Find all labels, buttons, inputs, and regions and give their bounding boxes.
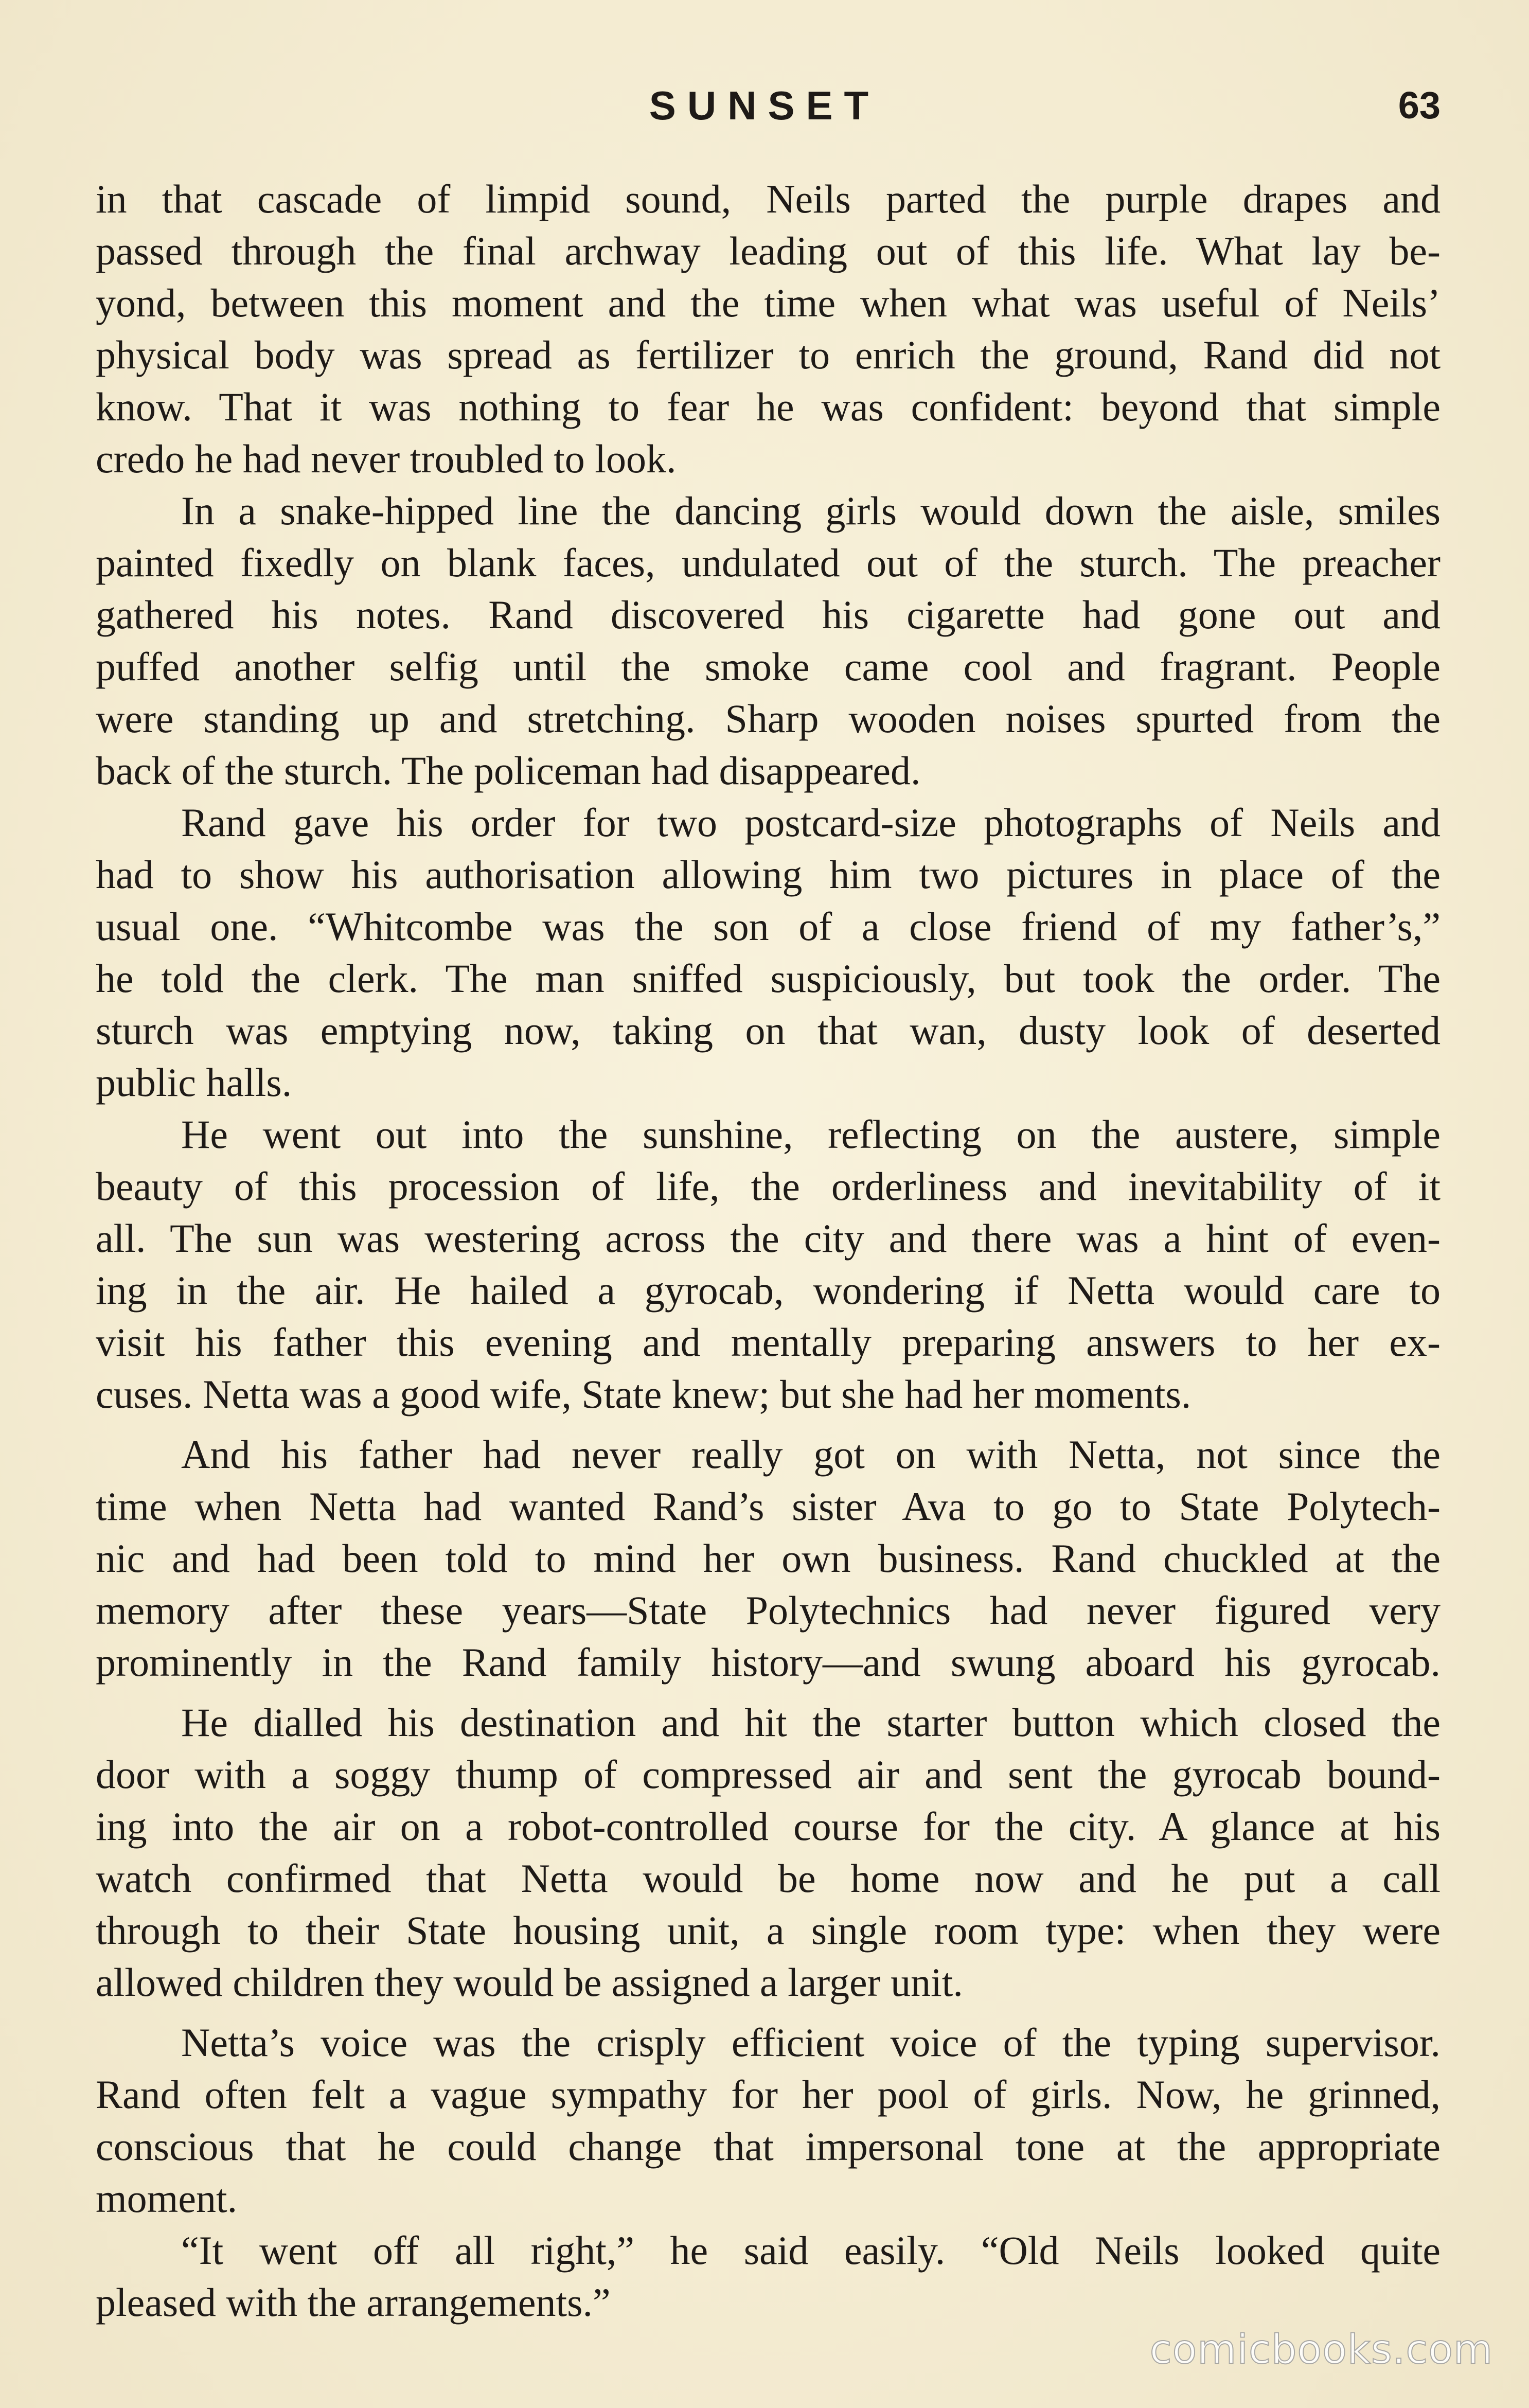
text-line: “It went off all right,” he said easily. “Old Neils looked quite — [181, 2228, 1441, 2273]
text-line: ing in the air. He hailed a gyrocab, wondering if Netta would care to — [96, 1268, 1441, 1313]
text-line: ing into the air on a robot-controlled course for the city. A glance at his — [96, 1804, 1441, 1849]
text-line: visit his father this evening and mentally preparing answers to her ex- — [96, 1320, 1441, 1365]
running-head — [0, 77, 1529, 134]
text-line: know. That it was nothing to fear he was confident: beyond that simple — [96, 384, 1441, 429]
paragraph — [96, 1428, 1441, 1688]
paragraph — [96, 1108, 1441, 1420]
text-line: He went out into the sunshine, reflecting on the austere, simple — [181, 1112, 1441, 1157]
text-line: moment. — [96, 2176, 238, 2221]
text-line: puffed another selfig until the smoke came cool and fragrant. People — [96, 644, 1441, 689]
text-line: In a snake-hipped line the dancing girls would down the aisle, smiles — [181, 488, 1441, 533]
paragraph — [96, 1696, 1441, 2008]
text-line: prominently in the Rand family history—and swung aboard his gyrocab. — [96, 1640, 1441, 1685]
text-line: He dialled his destination and hit the starter button which closed the — [181, 1700, 1441, 1745]
paragraph — [96, 2016, 1441, 2224]
text-line: physical body was spread as fertilizer to enrich the ground, Rand did not — [96, 332, 1441, 377]
text-line: he told the clerk. The man sniffed suspiciously, but took the order. The — [96, 956, 1441, 1001]
text-line: pleased with the arrangements.” — [96, 2280, 611, 2325]
text-line: passed through the final archway leading out of this life. What lay be- — [96, 228, 1441, 273]
text-line: through to their State housing unit, a single room type: when they were — [96, 1908, 1441, 1953]
text-line: in that cascade of limpid sound, Neils parted the purple drapes and — [96, 176, 1441, 221]
text-line: sturch was emptying now, taking on that wan, dusty look of deserted — [96, 1008, 1441, 1053]
text-line: And his father had never really got on with Netta, not since the — [181, 1432, 1441, 1477]
text-line: all. The sun was westering across the city and there was a hint of even- — [96, 1216, 1441, 1261]
paragraph — [96, 485, 1441, 796]
text-line: time when Netta had wanted Rand’s sister Ava to go to State Polytech- — [96, 1484, 1441, 1529]
text-line: credo he had never troubled to look. — [96, 436, 677, 481]
text-line: had to show his authorisation allowing him two pictures in place of the — [96, 852, 1441, 897]
text-line: Rand often felt a vague sympathy for her pool of girls. Now, he grinned, — [96, 2072, 1441, 2117]
text-line: Netta’s voice was the crisply efficient voice of the typing supervisor. — [181, 2020, 1441, 2065]
body-text — [96, 173, 1441, 2328]
text-line: public halls. — [96, 1060, 292, 1105]
paragraph — [96, 2224, 1441, 2328]
text-line: cuses. Netta was a good wife, State knew; but she had her moments. — [96, 1372, 1192, 1417]
text-line: door with a soggy thump of compressed air and sent the gyrocab bound- — [96, 1752, 1441, 1797]
text-line: back of the sturch. The policeman had disappeared. — [96, 748, 921, 793]
text-line: beauty of this procession of life, the orderliness and inevitability of it — [96, 1164, 1441, 1209]
text-line: allowed children they would be assigned a larger unit. — [96, 1960, 963, 2005]
paragraph — [96, 796, 1441, 1108]
text-line: Rand gave his order for two postcard-size photographs of Neils and — [181, 800, 1441, 845]
paragraph — [96, 173, 1441, 485]
text-line: memory after these years—State Polytechnics had never figured very — [96, 1588, 1441, 1633]
text-line: gathered his notes. Rand discovered his cigarette had gone out and — [96, 592, 1441, 637]
text-line: usual one. “Whitcombe was the son of a close friend of my father’s,” — [96, 904, 1441, 949]
text-line: nic and had been told to mind her own business. Rand chuckled at the — [96, 1536, 1441, 1581]
text-line: were standing up and stretching. Sharp wooden noises spurted from the — [96, 696, 1441, 741]
text-line: conscious that he could change that impersonal tone at the appropriate — [96, 2124, 1441, 2169]
running-title: SUNSET — [649, 83, 880, 128]
text-line: yond, between this moment and the time when what was useful of Neils’ — [96, 280, 1441, 325]
watermark-text: comicbooks.com — [1149, 2327, 1493, 2373]
text-line: painted fixedly on blank faces, undulated out of the sturch. The preacher — [96, 540, 1441, 585]
text-line: watch confirmed that Netta would be home now and he put a call — [96, 1856, 1441, 1901]
page-number: 63 — [1398, 84, 1441, 127]
